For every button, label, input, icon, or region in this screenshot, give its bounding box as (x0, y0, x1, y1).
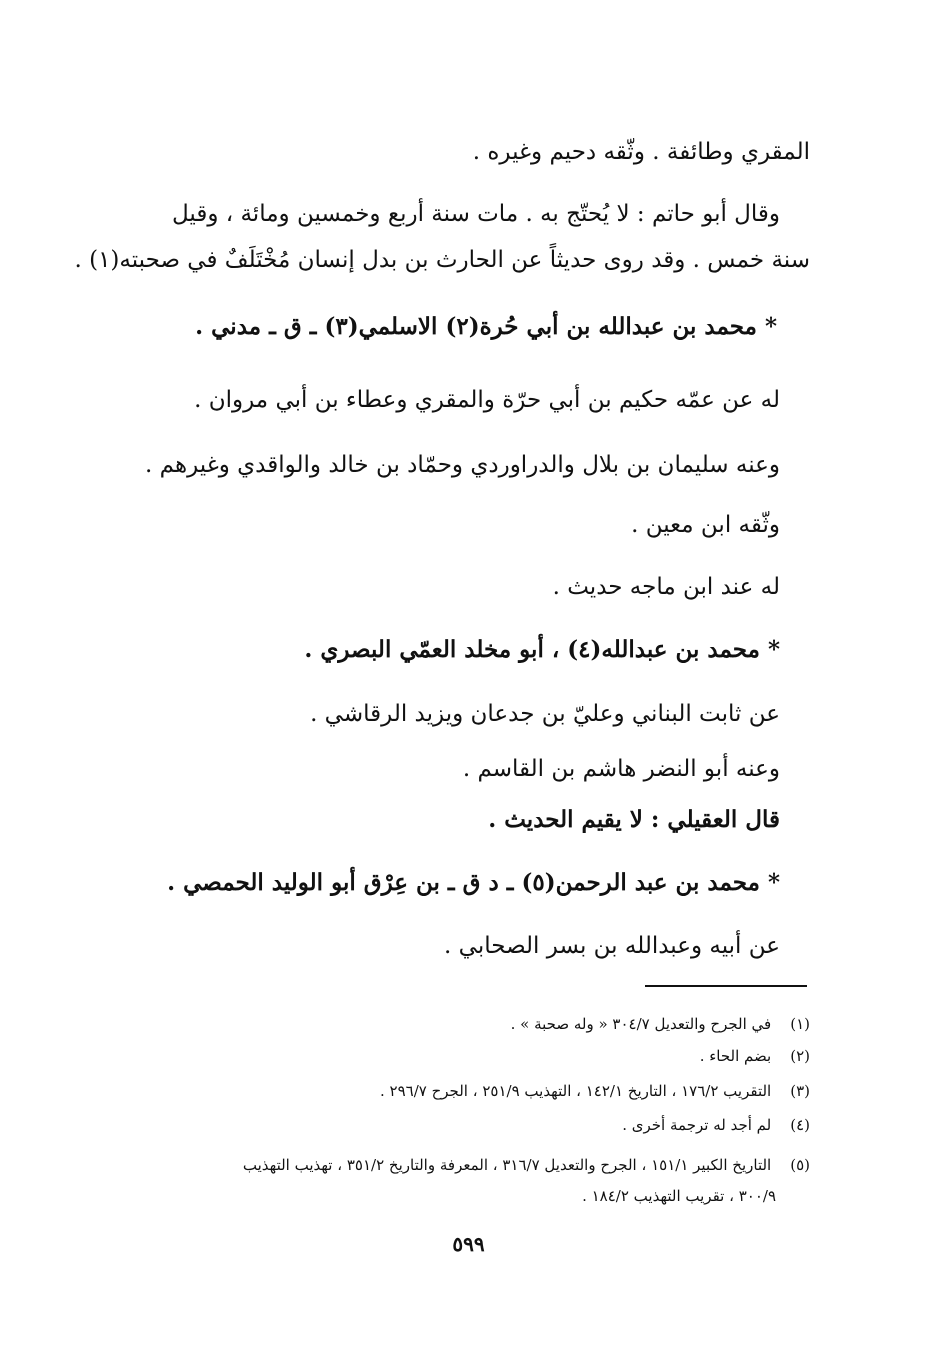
footnote-number: (٣) (790, 1082, 810, 1100)
text-line: المقري وطائفة . وثّقه دحيم وغيره . (472, 139, 810, 165)
footnote-text: لم أجد له ترجمة أخرى . (622, 1116, 772, 1134)
footnote-continuation (140, 1183, 776, 1209)
footnote-number: (٤) (790, 1116, 810, 1134)
footnote-text: التقريب ١٧٦/٢ ، التاريخ ١٤٢/١ ، التهذيب ٢٥١/٩ ، الجرح ٢٩٦/٧ . (380, 1082, 772, 1100)
footnote (140, 1078, 810, 1104)
entry-heading: * محمد بن عبدالله بن أبي حُرة(٢) الاسلمي(٣) ـ ق ـ مدني . (195, 313, 777, 340)
footnote (140, 1011, 810, 1037)
text-line: قال العقيلي : لا يقيم الحديث . (488, 806, 780, 833)
text-line: وعنه سليمان بن بلال والدراوردي وحمّاد بن خالد والواقدي وغيرهم . (145, 452, 780, 478)
text-line: وثّقه ابن معين . (631, 512, 780, 538)
entry-heading: * محمد بن عبد الرحمن(٥) ـ د ق ـ بن عِرْق أبو الوليد الحمصي . (167, 869, 780, 896)
footnote-text: التاريخ الكبير ١٥١/١ ، الجرح والتعديل ٣١٦/٧ ، المعرفة والتاريخ ٣٥١/٢ ، تهذيب التهذيب (242, 1156, 772, 1174)
text-line: له عند ابن ماجه حديث . (552, 574, 780, 600)
text-line: وعنه أبو النضر هاشم بن القاسم . (462, 756, 780, 782)
page-number: ٥٩٩ (452, 1232, 485, 1256)
text-line: سنة خمس . وقد روى حديثاً عن الحارث بن بدل إنسان مُخْتَلَفٌ في صحبته(١) . (74, 247, 810, 273)
footnote (140, 1152, 810, 1178)
footnote-number: (١) (790, 1015, 810, 1033)
text-line: له عن عمّه حكيم بن أبي حرّة والمقري وعطاء بن أبي مروان . (194, 387, 780, 413)
footnote-number: (٥) (790, 1156, 810, 1174)
footnote-separator (645, 985, 807, 987)
footnote (140, 1112, 810, 1138)
footnote-text: في الجرح والتعديل ٣٠٤/٧ « وله صحبة » . (510, 1015, 772, 1033)
entry-heading: * محمد بن عبدالله(٤) ، أبو مخلد العمّي البصري . (304, 636, 780, 663)
text-line: وقال أبو حاتم : لا يُحتّج به . مات سنة أربع وخمسين ومائة ، وقيل (171, 201, 780, 227)
text-line: عن أبيه وعبدالله بن بسر الصحابي . (444, 933, 780, 959)
text-line: عن ثابت البناني وعليّ بن جدعان ويزيد الرقاشي . (310, 701, 780, 727)
footnote-text: بضم الحاء . (699, 1047, 772, 1065)
footnote (140, 1043, 810, 1069)
footnote-number: (٢) (790, 1047, 810, 1065)
footnote-text: ٣٠٠/٩ ، تقريب التهذيب ١٨٤/٢ . (582, 1187, 776, 1205)
